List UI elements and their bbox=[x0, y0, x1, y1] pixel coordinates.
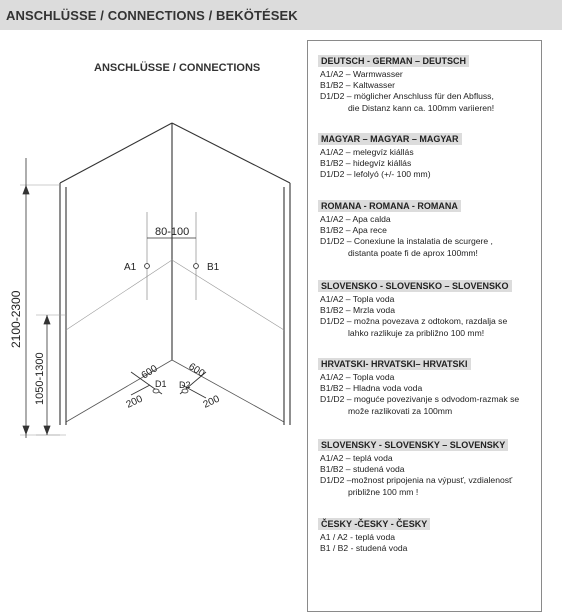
section-line: lahko razlikuje za približno 100 mm! bbox=[348, 327, 485, 338]
section-slovensko bbox=[308, 276, 541, 339]
dim-inlet-spacing-label: 80-100 bbox=[155, 226, 190, 238]
section-heading: HRVATSKI- HRVATSKI– HRVATSKI bbox=[318, 358, 471, 370]
section-heading: DEUTSCH - GERMAN – DEUTSCH bbox=[318, 55, 469, 67]
section-heading: SLOVENSKY - SLOVENSKY – SLOVENSKY bbox=[318, 439, 508, 451]
section-heading: ROMANA - ROMANA - ROMANA bbox=[318, 200, 461, 212]
section-line: D1/D2 – možna povezava z odtokom, razdalja se bbox=[320, 316, 508, 327]
enclosure-outline bbox=[60, 123, 290, 425]
section-line: D1/D2 – möglicher Anschluss für den Abfluss, bbox=[320, 91, 494, 102]
section-line: B1/B2 – Hladna voda voda bbox=[320, 383, 423, 394]
section-slovensky bbox=[308, 435, 541, 498]
section-line: A1 / A2 - teplá voda bbox=[320, 532, 396, 542]
diagram-title: ANSCHLÜSSE / CONNECTIONS bbox=[94, 62, 261, 74]
section-magyar bbox=[308, 129, 541, 181]
section-line: približne 100 mm ! bbox=[348, 486, 419, 497]
dim-600-right-label: 600 bbox=[186, 361, 207, 380]
dim-600-left-label: 600 bbox=[139, 363, 160, 382]
drain-d1-label: D1 bbox=[155, 379, 167, 389]
dim-200-left-label: 200 bbox=[124, 393, 145, 411]
section-romana bbox=[308, 196, 541, 259]
section-line: A1/A2 – Topla voda bbox=[320, 372, 395, 382]
dim-200-right-label: 200 bbox=[201, 393, 222, 411]
drain-d2-label: D2 bbox=[179, 380, 191, 390]
dim-total-height-label: 2100-2300 bbox=[9, 290, 23, 348]
section-heading: SLOVENSKO - SLOVENSKO – SLOVENSKO bbox=[318, 280, 512, 292]
page-title: ANSCHLÜSSE / CONNECTIONS / BEKÖTÉSEK bbox=[6, 8, 298, 23]
section-deutsch bbox=[308, 51, 541, 114]
section-line: D1/D2 – Conexiune la instalatia de scurgere , bbox=[320, 236, 493, 247]
section-heading: ČESKY -ČESKY - ČESKY bbox=[318, 518, 430, 530]
section-line: može razlikovati za 100mm bbox=[348, 405, 453, 416]
section-line: D1/D2 – lefolyó (+/- 100 mm) bbox=[320, 169, 431, 180]
section-line: B1/B2 – Mrzla voda bbox=[320, 305, 395, 316]
section-line: D1/D2 –možnost pripojenia na výpusť, vzdialenosť bbox=[320, 475, 513, 486]
section-cesky bbox=[308, 514, 541, 554]
section-line: A1/A2 – Warmwasser bbox=[320, 69, 403, 79]
section-line: A1/A2 – Apa calda bbox=[320, 214, 391, 224]
dimension-lines bbox=[23, 158, 196, 438]
section-line: B1/B2 – Apa rece bbox=[320, 225, 387, 236]
section-line: A1/A2 – Topla voda bbox=[320, 294, 395, 304]
section-line: B1/B2 – Kaltwasser bbox=[320, 80, 395, 91]
section-line: distanta poate fi de aprox 100mm! bbox=[348, 247, 478, 258]
translations-panel bbox=[307, 40, 542, 612]
section-line: B1/B2 – hidegvíz kiállás bbox=[320, 158, 412, 169]
inlet-b1-label: B1 bbox=[207, 262, 220, 273]
section-line: B1 / B2 - studená voda bbox=[320, 543, 408, 554]
section-line: B1/B2 – studená voda bbox=[320, 464, 405, 475]
section-line: A1/A2 – melegvíz kiállás bbox=[320, 147, 414, 157]
section-line: die Distanz kann ca. 100mm variieren! bbox=[348, 102, 495, 113]
floor-lines bbox=[66, 360, 284, 422]
section-line: A1/A2 – teplá voda bbox=[320, 453, 393, 463]
section-hrvatski bbox=[308, 354, 541, 417]
dim-drain-height-label: 1050-1300 bbox=[34, 352, 46, 405]
section-line: D1/D2 – moguće povezivanje s odvodom-razmak se bbox=[320, 394, 520, 405]
inlet-a1-label: A1 bbox=[124, 262, 137, 273]
section-heading: MAGYAR – MAGYAR – MAGYAR bbox=[318, 133, 462, 145]
